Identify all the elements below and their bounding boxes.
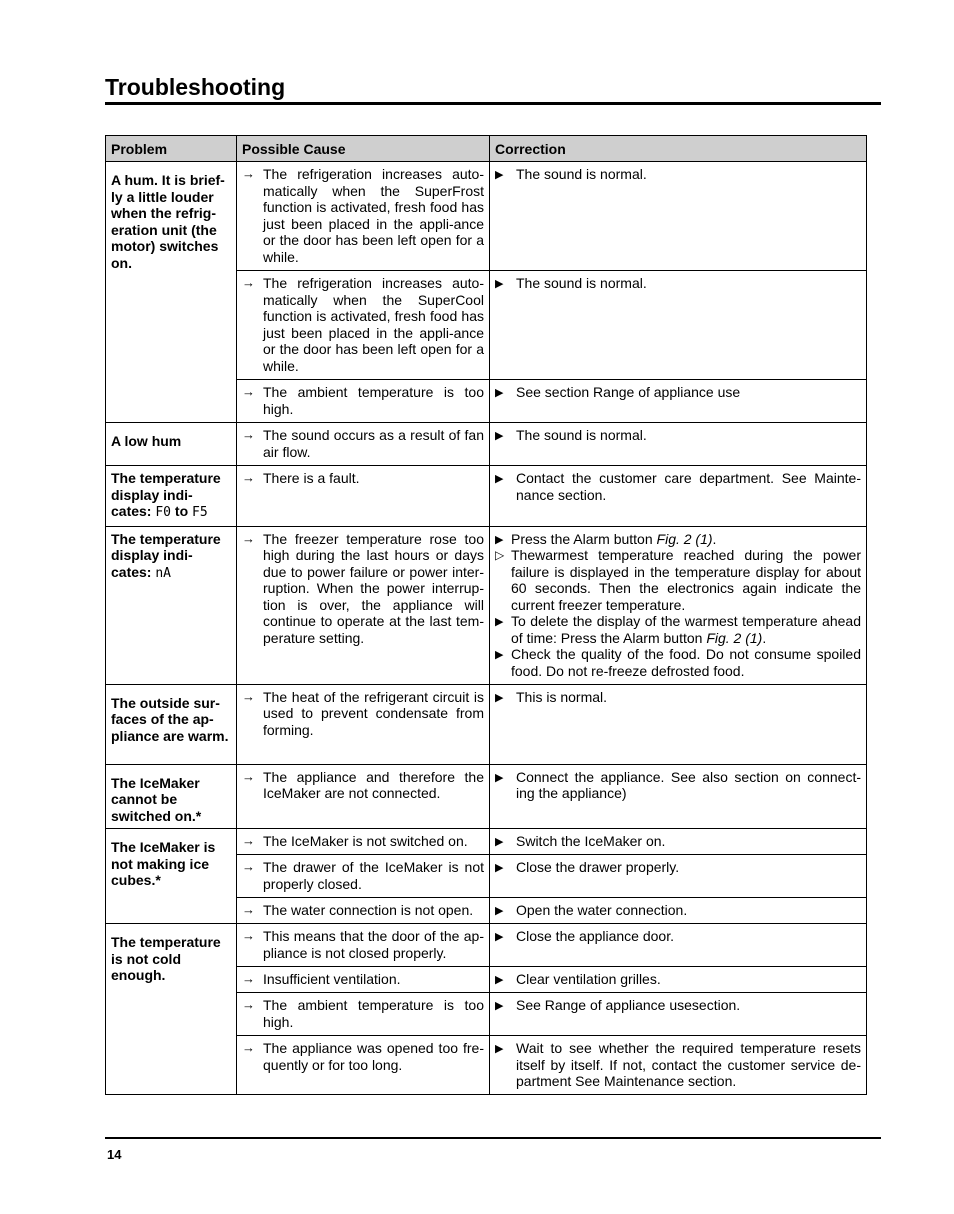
display-code: nA	[155, 565, 172, 581]
title-divider	[105, 102, 881, 105]
arrow-icon: →	[242, 688, 255, 704]
header-problem: Problem	[106, 136, 237, 162]
triangle-bullet-icon: ▶	[495, 1000, 504, 1012]
triangle-bullet-icon: ▶	[495, 862, 504, 874]
cause-cell: → The ambient temperature is too high.	[237, 993, 490, 1036]
cause-cell: → The ambient temperature is too high.	[237, 380, 490, 423]
problem-cell: The temperature is not cold enough.	[106, 924, 237, 1095]
cause-cell: → This means that the door of the ap-pliance is not closed properly.	[237, 924, 490, 967]
triangle-bullet-icon: ▶	[495, 533, 504, 546]
arrow-icon: →	[242, 384, 255, 399]
header-correction: Correction	[490, 136, 867, 162]
triangle-bullet-icon: ▶	[495, 473, 504, 485]
table-row	[106, 829, 867, 855]
correction-cell: ▶ See section Range of appliance use	[490, 380, 867, 423]
correction-cell: ▶ Switch the IceMaker on.	[490, 829, 867, 855]
page-number: 14	[107, 1147, 122, 1162]
problem-cell: The temperature display indi-cates: nA	[106, 526, 237, 684]
arrow-icon: →	[242, 928, 255, 943]
arrow-icon: →	[242, 1040, 255, 1055]
correction-cell: ▶ Press the Alarm button Fig. 2 (1). ▷ Thewarmest temperature reached during the power failure is displayed in the temperature display for about 60 seconds. Then the electronics again indicate the current freezer temperature. ▶ To delete the display of the warmest temperature ahead of time: Press the Alarm button Fig. 2 (1). ▶ Check the quality of the food. Do not consume spoiled food. Do not re-freeze defrosted food.	[490, 526, 867, 684]
display-code: F5	[192, 505, 208, 520]
correction-cell: ▶ Open the water connection.	[490, 898, 867, 924]
cause-cell: → The freezer temperature rose too high during the last hours or days due to power failure or power inter-ruption. When the power interrup-tion is over, the appliance will continue to operate at the last tem-perature setting.	[237, 526, 490, 684]
arrow-icon: →	[242, 427, 255, 442]
correction-cell: ▶ Connect the appliance. See also section on connect-ing the appliance)	[490, 764, 867, 829]
triangle-bullet-icon: ▶	[495, 836, 504, 848]
cause-cell: → The sound occurs as a result of fan air flow.	[237, 423, 490, 466]
problem-cell: The outside sur-faces of the ap-pliance are warm.	[106, 684, 237, 764]
triangle-bullet-icon: ▶	[495, 691, 504, 704]
correction-cell: ▶ The sound is normal.	[490, 423, 867, 466]
correction-cell: ▶ Close the appliance door.	[490, 924, 867, 967]
correction-cell: ▶ Clear ventilation grilles.	[490, 967, 867, 993]
table-row	[106, 423, 867, 466]
arrow-icon: →	[242, 166, 255, 181]
triangle-bullet-icon: ▶	[495, 771, 504, 784]
cause-cell: → There is a fault.	[237, 466, 490, 527]
triangle-bullet-icon: ▶	[495, 169, 504, 181]
arrow-icon: →	[242, 902, 255, 917]
arrow-icon: →	[242, 470, 255, 485]
problem-cell: A hum. It is brief-ly a little louder when the refrig-eration unit (the motor) switches on.	[106, 162, 237, 423]
cause-cell: → The drawer of the IceMaker is not properly closed.	[237, 855, 490, 898]
triangle-bullet-icon: ▶	[495, 905, 504, 917]
problem-cell: A low hum	[106, 423, 237, 466]
table-row	[106, 526, 867, 684]
table-row	[106, 924, 867, 967]
triangle-bullet-icon: ▶	[495, 430, 504, 442]
arrow-icon: →	[242, 530, 255, 546]
triangle-bullet-icon: ▶	[495, 278, 504, 290]
cause-cell: → The water connection is not open.	[237, 898, 490, 924]
outline-triangle-bullet-icon: ▷	[495, 548, 505, 562]
troubleshooting-table	[105, 135, 867, 1095]
cause-cell: → The refrigeration increases auto-matically when the SuperCool function is activated, fresh food has just been placed in the appli-ance or the door has been left open for a while.	[237, 271, 490, 380]
cause-cell: → The appliance was opened too fre-quently or for too long.	[237, 1036, 490, 1095]
correction-cell: ▶ The sound is normal.	[490, 162, 867, 271]
problem-cell: The IceMaker is not making ice cubes.*	[106, 829, 237, 924]
cause-cell: → The IceMaker is not switched on.	[237, 829, 490, 855]
cause-cell: → The refrigeration increases auto-matically when the SuperFrost function is activated, fresh food has just been placed in the appli-ance or the door has been left open for a while.	[237, 162, 490, 271]
triangle-bullet-icon: ▶	[495, 616, 504, 628]
table-row	[106, 684, 867, 764]
correction-cell: ▶ Contact the customer care department. See Mainte-nance section.	[490, 466, 867, 527]
triangle-bullet-icon: ▶	[495, 931, 504, 943]
correction-cell: ▶ This is normal.	[490, 684, 867, 764]
table-row	[106, 162, 867, 271]
triangle-bullet-icon: ▶	[495, 1043, 504, 1055]
arrow-icon: →	[242, 997, 255, 1012]
correction-cell: ▶ Wait to see whether the required temperature resets itself by itself. If not, contact the customer service de-partment See Maintenance section.	[490, 1036, 867, 1095]
triangle-bullet-icon: ▶	[495, 649, 504, 661]
correction-cell: ▶ Close the drawer properly.	[490, 855, 867, 898]
triangle-bullet-icon: ▶	[495, 387, 504, 399]
arrow-icon: →	[242, 833, 255, 848]
triangle-bullet-icon: ▶	[495, 974, 504, 986]
correction-cell: ▶ See Range of appliance usesection.	[490, 993, 867, 1036]
problem-cell: The temperature display indi-cates: F0 to F5	[106, 466, 237, 527]
arrow-icon: →	[242, 275, 255, 290]
display-code: F0	[155, 505, 172, 520]
header-possible-cause: Possible Cause	[237, 136, 490, 162]
page-title: Troubleshooting	[105, 74, 286, 100]
footer-divider	[105, 1137, 881, 1139]
correction-cell: ▶ The sound is normal.	[490, 271, 867, 380]
table-row	[106, 764, 867, 829]
cause-cell: → The heat of the refrigerant circuit is used to prevent condensate from forming.	[237, 684, 490, 764]
problem-cell: The IceMaker cannot be switched on.*	[106, 764, 237, 829]
cause-cell: → The appliance and therefore the IceMaker are not connected.	[237, 764, 490, 829]
table-row	[106, 466, 867, 527]
table-header-row	[106, 136, 867, 162]
arrow-icon: →	[242, 859, 255, 874]
arrow-icon: →	[242, 971, 255, 986]
cause-cell: → Insufficient ventilation.	[237, 967, 490, 993]
arrow-icon: →	[242, 768, 255, 784]
